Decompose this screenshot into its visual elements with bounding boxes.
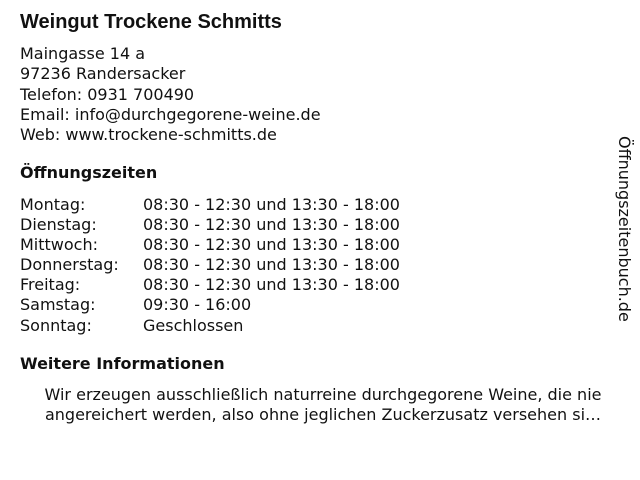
day-hours: 08:30 - 12:30 und 13:30 - 18:00 [143, 255, 400, 275]
day-label: Dienstag: [20, 215, 97, 235]
day-hours: 08:30 - 12:30 und 13:30 - 18:00 [143, 215, 400, 235]
day-label: Mittwoch: [20, 235, 98, 255]
day-hours: 08:30 - 12:30 und 13:30 - 18:00 [143, 275, 400, 295]
business-name: Weingut Trockene Schmitts [20, 11, 282, 33]
hours-row-saturday [20, 295, 400, 315]
day-hours: 08:30 - 12:30 und 13:30 - 18:00 [143, 195, 400, 214]
city-address: 97236 Randersacker [20, 64, 186, 84]
day-label: Montag: [20, 195, 86, 214]
contact-block [20, 44, 321, 145]
street-address: Maingasse 14 a [20, 44, 146, 63]
day-label: Donnerstag: [20, 255, 119, 275]
hours-row-wednesday [20, 235, 400, 255]
opening-hours-heading: Öffnungszeiten [20, 163, 158, 182]
day-hours: 08:30 - 12:30 und 13:30 - 18:00 [143, 235, 400, 255]
more-info-line: angereichert werden, also ohne jeglichen Zuckerzusatz versehen si… [44, 405, 602, 424]
phone-number: Telefon: 0931 700490 [20, 84, 195, 104]
hours-row-friday [20, 275, 400, 295]
site-watermark-label: Öffnungszeitenbuch.de [615, 136, 634, 322]
day-label: Freitag: [20, 275, 81, 295]
hours-row-sunday [20, 316, 400, 336]
opening-hours-table [20, 195, 400, 336]
website-address: Web: www.trockene-schmitts.de [20, 125, 277, 145]
more-info-line: Wir erzeugen ausschließlich naturreine durchgegorene Weine, die nie [44, 385, 602, 404]
more-info-heading: Weitere Informationen [20, 354, 225, 373]
day-hours: 09:30 - 16:00 [143, 295, 252, 315]
day-hours: Geschlossen [143, 315, 244, 335]
more-info-text [20, 385, 626, 425]
day-label: Sonntag: [20, 315, 92, 335]
hours-row-thursday [20, 255, 400, 275]
email-address: Email: info@durchgegorene-weine.de [20, 104, 321, 124]
hours-row-tuesday [20, 215, 400, 235]
hours-row-monday [20, 195, 400, 215]
day-label: Samstag: [20, 295, 96, 315]
